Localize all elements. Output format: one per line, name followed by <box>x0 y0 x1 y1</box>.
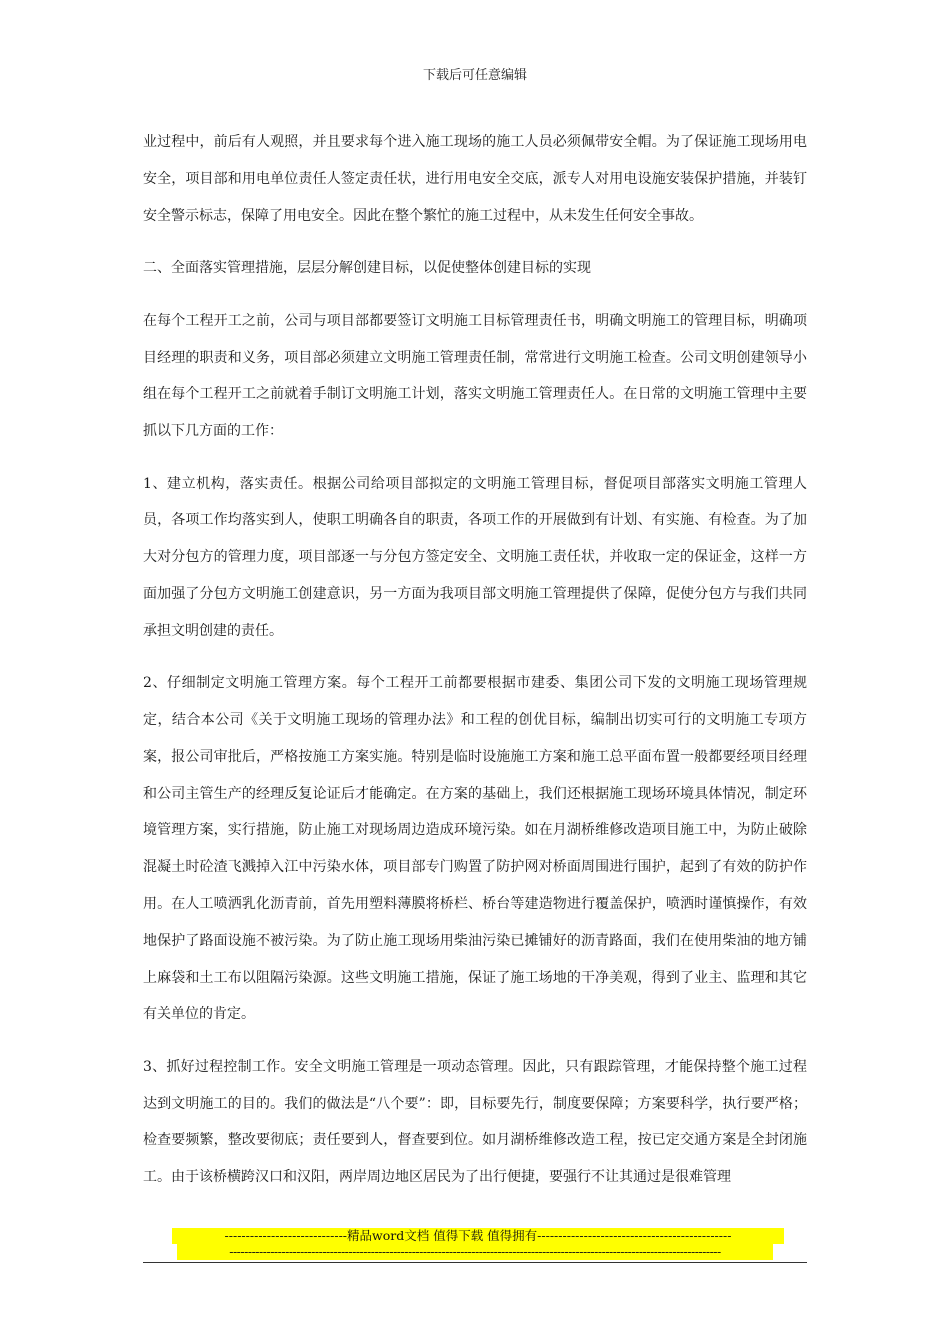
paragraph-safety: 业过程中，前后有人观照，并且要求每个进入施工现场的施工人员必须佩带安全帽。为了保证施工现场用电安全，项目部和用电单位责任人签定责任状，进行用电安全交底，派专人对用电设施安装保护措施，并装钉安全警示标志，保障了用电安全。因此在整个繁忙的施工过程中，从未发生任何安全事故。 <box>143 134 807 224</box>
section-heading-2: 二、全面落实管理措施，层层分解创建目标，以促使整体创建目标的实现 <box>143 259 591 276</box>
footer-banner-line: -----------------------------精品word文档 值得下载 值得拥有---------------------------------------------- <box>172 1228 784 1244</box>
paragraph-item-3: 3、抓好过程控制工作。安全文明施工管理是一项动态管理。因此，只有跟踪管理，才能保持整个施工过程达到文明施工的目的。我们的做法是“八个要”：即，目标要先行，制度要保障；方案要科学，执行要严格；检查要频繁，整改要彻底；责任要到人，督查要到位。如月湖桥维修改造工程，按已定交通方案是全封闭施工。由于该桥横跨汉口和汉阳，两岸周边地区居民为了出行便捷，要强行不让其通过是很难管理 <box>143 1058 807 1186</box>
footer-banner-dashes: ------------------------------------------------------------------------------------------------------------------------------------ <box>177 1244 773 1260</box>
paragraph-intro: 在每个工程开工之前，公司与项目部都要签订文明施工目标管理责任书，明确文明施工的管理目标，明确项目经理的职责和义务，项目部必须建立文明施工管理责任制，常常进行文明施工检查。公司文明创建领导小组在每个工程开工之前就着手制订文明施工计划，落实文明施工管理责任人。在日常的文明施工管理中主要抓以下几方面的工作： <box>143 312 807 440</box>
paragraph-item-1: 1、建立机构，落实责任。根据公司给项目部拟定的文明施工管理目标，督促项目部落实文明施工管理人员，各项工作均落实到人，使职工明确各自的职责，各项工作的开展做到有计划、有实施、有检查。为了加大对分包方的管理力度，项目部逐一与分包方签定安全、文明施工责任状，并收取一定的保证金，这样一方面加强了分包方文明施工创建意识，另一方面为我项目部文明施工管理提供了保障，促使分包方与我们共同承担文明创建的责任。 <box>143 475 807 639</box>
page-header: 下载后可任意编辑 <box>422 68 527 83</box>
footer-banner <box>0 1228 950 1260</box>
paragraph-item-2: 2、仔细制定文明施工管理方案。每个工程开工前都要根据市建委、集团公司下发的文明施工现场管理规定，结合本公司《关于文明施工现场的管理办法》和工程的创优目标，编制出切实可行的文明施工专项方案，报公司审批后，严格按施工方案实施。特别是临时设施施工方案和施工总平面布置一般都要经项目经理和公司主管生产的经理反复论证后才能确定。在方案的基础上，我们还根据施工现场环境具体情况，制定环境管理方案，实行措施，防止施工对现场周边造成环境污染。如在月湖桥维修改造项目施工中，为防止破除混凝土时砼渣飞溅掉入江中污染水体，项目部专门购置了防护网对桥面周围进行围护，起到了有效的防护作用。在人工喷洒乳化沥青前，首先用塑料薄膜将桥栏、桥台等建造物进行覆盖保护，喷洒时谨慎操作，有效地保护了路面设施不被污染。为了防止施工现场用柴油污染已摊铺好的沥青路面，我们在使用柴油的地方铺上麻袋和土工布以阻隔污染源。这些文明施工措施，保证了施工场地的干净美观，得到了业主、监理和其它有关单位的肯定。 <box>143 675 807 1023</box>
footer-divider <box>143 1262 807 1263</box>
document-body <box>143 124 807 1211</box>
